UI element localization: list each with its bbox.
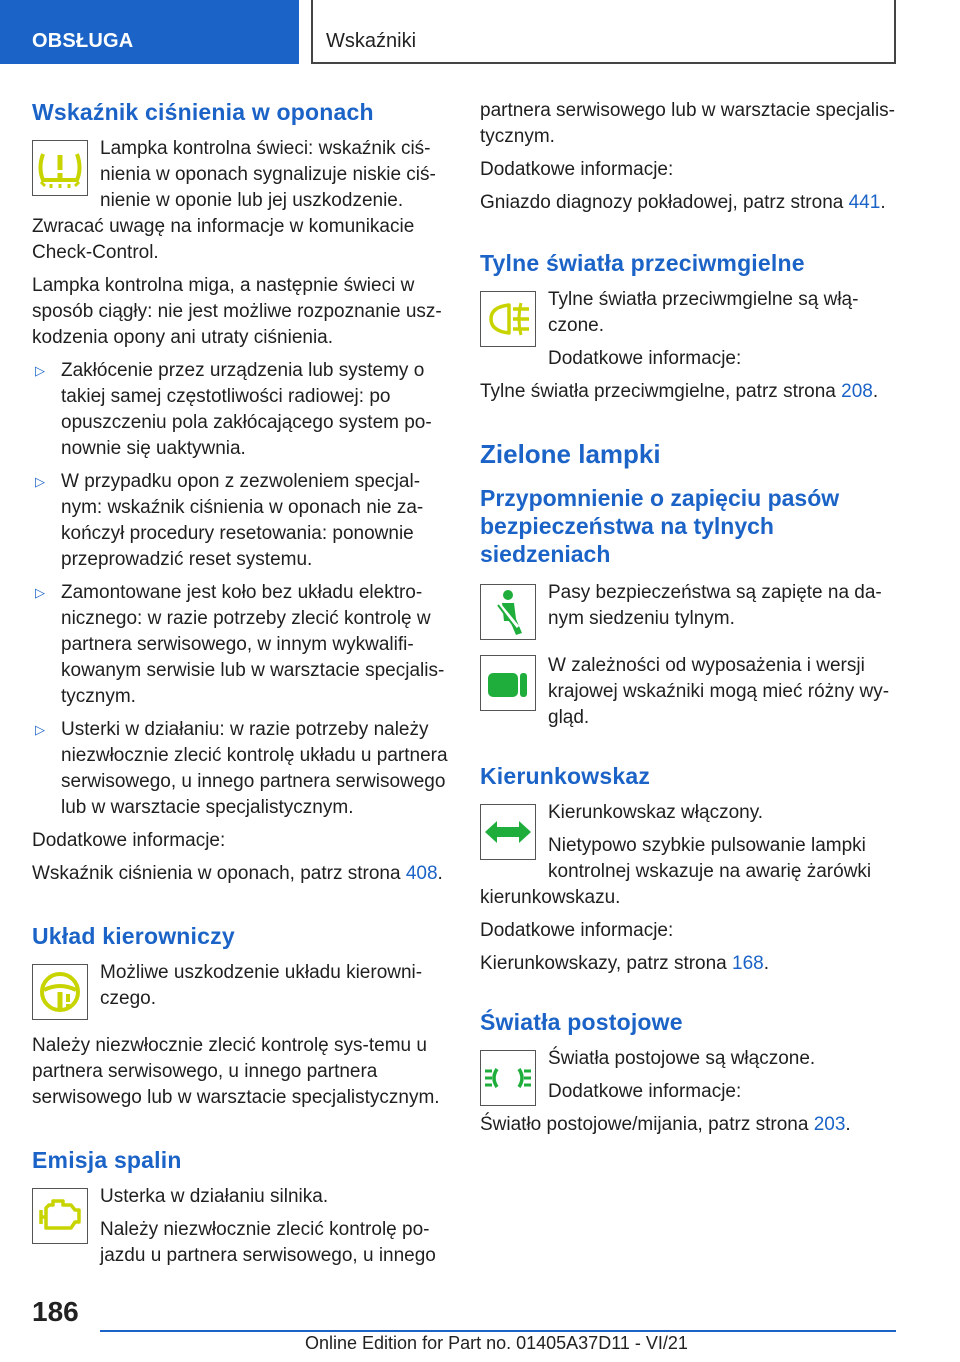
turn-reference xyxy=(480,951,898,977)
parking-page-link[interactable]: 203 xyxy=(813,1114,846,1135)
belt-note xyxy=(480,653,898,731)
fog-reference-text: Tylne światła przeciwmgielne, patrz strona xyxy=(480,381,842,402)
belt-heading: Przypomnienie o zapięciu pasów bezpieczeństwa na tylnych siedzeniach xyxy=(480,485,840,567)
period: . xyxy=(872,381,879,402)
emission-description xyxy=(32,1184,450,1269)
tpms-more-label: Dodatkowe informacje: xyxy=(32,830,226,851)
parking-reference-text: Światło postojowe/mijania, patrz strona xyxy=(480,1114,814,1135)
triangle-bullet-icon: ▷ xyxy=(35,585,45,600)
footer-line xyxy=(100,1330,896,1332)
emission-heading: Emisja spalin xyxy=(32,1147,182,1173)
belt-text-2: W zależności od wyposażenia i wersji krajowej wskaźniki mogą mieć różny wy-gląd. xyxy=(548,655,890,728)
turn-more-label: Dodatkowe informacje: xyxy=(480,920,674,941)
header-underline xyxy=(311,62,896,64)
turn-description xyxy=(480,800,898,911)
fog-page-link[interactable]: 208 xyxy=(841,381,873,402)
continued-text: partnera serwisowego lub w warsztacie specjalis-tycznym. xyxy=(480,100,896,147)
triangle-bullet-icon: ▷ xyxy=(35,363,45,378)
engine-check-icon xyxy=(32,1188,88,1244)
period: . xyxy=(845,1114,851,1135)
list-item-text: W przypadku opon z zezwoleniem specjal-nym: wskaźnik ciśnienia w oponach nie za-kończył procedury resetowania: ponownie przeprowadzić reset systemu. xyxy=(61,471,424,570)
page-number: 186 xyxy=(32,1296,79,1327)
header-chapter-title: Wskaźniki xyxy=(326,30,417,52)
rear-fog-light-icon xyxy=(480,291,536,347)
list-item xyxy=(32,717,450,821)
parking-heading: Światła postojowe xyxy=(480,1009,683,1035)
footer-edition: Online Edition for Part no. 01405A37D11 - VI/21 xyxy=(305,1333,688,1353)
parking-more-label: Dodatkowe informacje: xyxy=(548,1081,742,1102)
parking-text-1: Światła postojowe są włączone. xyxy=(548,1048,816,1069)
emission-text-2: Należy niezwłocznie zlecić kontrolę po-jazdu u partnera serwisowego, u innego xyxy=(100,1219,436,1266)
list-item-text: Zakłócenie przez urządzenia lub systemy o takiej samej częstotliwości radiowej: po opuszczeniu pola zakłócającego system po-nownie się uaktywnia. xyxy=(61,360,432,459)
turn-reference-text: Kierunkowskazy, patrz strona xyxy=(480,953,733,974)
obd-reference xyxy=(480,190,898,216)
fog-heading: Tylne światła przeciwmgielne xyxy=(480,250,805,276)
tire-pressure-warning-icon xyxy=(32,140,88,196)
header-divider xyxy=(311,0,313,64)
steering-text-1: Możliwe uszkodzenie układu kierowni-czego. xyxy=(100,962,423,1009)
turn-heading: Kierunkowskaz xyxy=(480,763,651,789)
list-item-text: Usterki w działaniu: w razie potrzeby należy niezwłocznie zlecić kontrolę układu u partnera serwisowego, u innego partnera serwisowego lub w warsztacie specjalistycznym. xyxy=(61,719,448,818)
obd-reference-text: Gniazdo diagnozy pokładowej, patrz strona xyxy=(480,192,849,213)
parking-description xyxy=(480,1046,898,1138)
header-section-tab xyxy=(0,0,299,64)
tpms-description xyxy=(32,136,450,266)
obd-page-link[interactable]: 441 xyxy=(848,192,881,213)
list-item xyxy=(32,469,450,573)
fog-more-label: Dodatkowe informacje: xyxy=(548,348,742,369)
triangle-bullet-icon: ▷ xyxy=(35,474,45,489)
steering-description xyxy=(32,960,450,1026)
period: . xyxy=(437,863,443,884)
obd-more-label: Dodatkowe informacje: xyxy=(480,159,674,180)
steering-warning-icon xyxy=(32,964,88,1020)
period: . xyxy=(763,953,770,974)
parking-reference xyxy=(480,1112,898,1138)
tpms-text-1: Lampka kontrolna świeci: wskaźnik ciś-nienia w oponach sygnalizuje niskie ciś-nienie w oponie lub jej uszkodzenie. Zwracać uwagę na informacje w komunikacie Check-Control. xyxy=(32,138,436,263)
turn-text-1: Kierunkowskaz włączony. xyxy=(548,802,764,823)
rear-seat-icon xyxy=(480,655,536,711)
tpms-reference-text: Wskaźnik ciśnienia w oponach, patrz strona xyxy=(32,863,406,884)
seatbelt-icon xyxy=(480,584,536,640)
header-section-label: OBSŁUGA xyxy=(32,30,134,52)
belt-text-1: Pasy bezpieczeństwa są zapięte na da-nym siedzeniu tylnym. xyxy=(548,582,882,629)
tpms-heading: Wskaźnik ciśnienia w oponach xyxy=(32,99,374,125)
green-lamps-heading: Zielone lampki xyxy=(480,439,661,469)
triangle-bullet-icon: ▷ xyxy=(35,722,45,737)
tpms-page-link[interactable]: 408 xyxy=(405,863,438,884)
list-item xyxy=(32,580,450,710)
list-item xyxy=(32,358,450,462)
header-right-border xyxy=(894,0,896,64)
fog-text-1: Tylne światła przeciwmgielne są włą-czone. xyxy=(548,289,859,336)
left-column xyxy=(32,98,450,1276)
turn-text-2: Nietypowo szybkie pulsowanie lampki kontrolnej wskazuje na awarię żarówki kierunkowskazu. xyxy=(480,835,872,908)
steering-text-2: Należy niezwłocznie zlecić kontrolę sys-temu u partnera serwisowego, u innego partnera serwisowego lub w warsztacie specjalistycznym. xyxy=(32,1035,440,1108)
turn-page-link[interactable]: 168 xyxy=(732,953,764,974)
fog-reference xyxy=(480,379,898,405)
parking-light-icon xyxy=(480,1050,536,1106)
turn-signal-icon xyxy=(480,804,536,860)
emission-text-1: Usterka w działaniu silnika. xyxy=(100,1186,329,1207)
tpms-reference xyxy=(32,861,450,887)
list-item-text: Zamontowane jest koło bez układu elektro-nicznego: w razie potrzeby zlecić kontrolę w partnera serwisowego, w innym wykwalifi-kowanym serwisie lub w warsztacie specjalis-tycznym. xyxy=(61,582,445,707)
right-column xyxy=(480,98,898,1145)
tpms-bullet-list xyxy=(32,358,450,821)
period: . xyxy=(880,192,886,213)
belt-description xyxy=(480,580,898,646)
steering-heading: Układ kierowniczy xyxy=(32,923,235,949)
tpms-text-2: Lampka kontrolna miga, a następnie świeci w sposób ciągły: nie jest możliwe rozpoznanie usz-kodzenia opony ani utraty ciśnienia. xyxy=(32,275,442,348)
fog-description xyxy=(480,287,898,372)
